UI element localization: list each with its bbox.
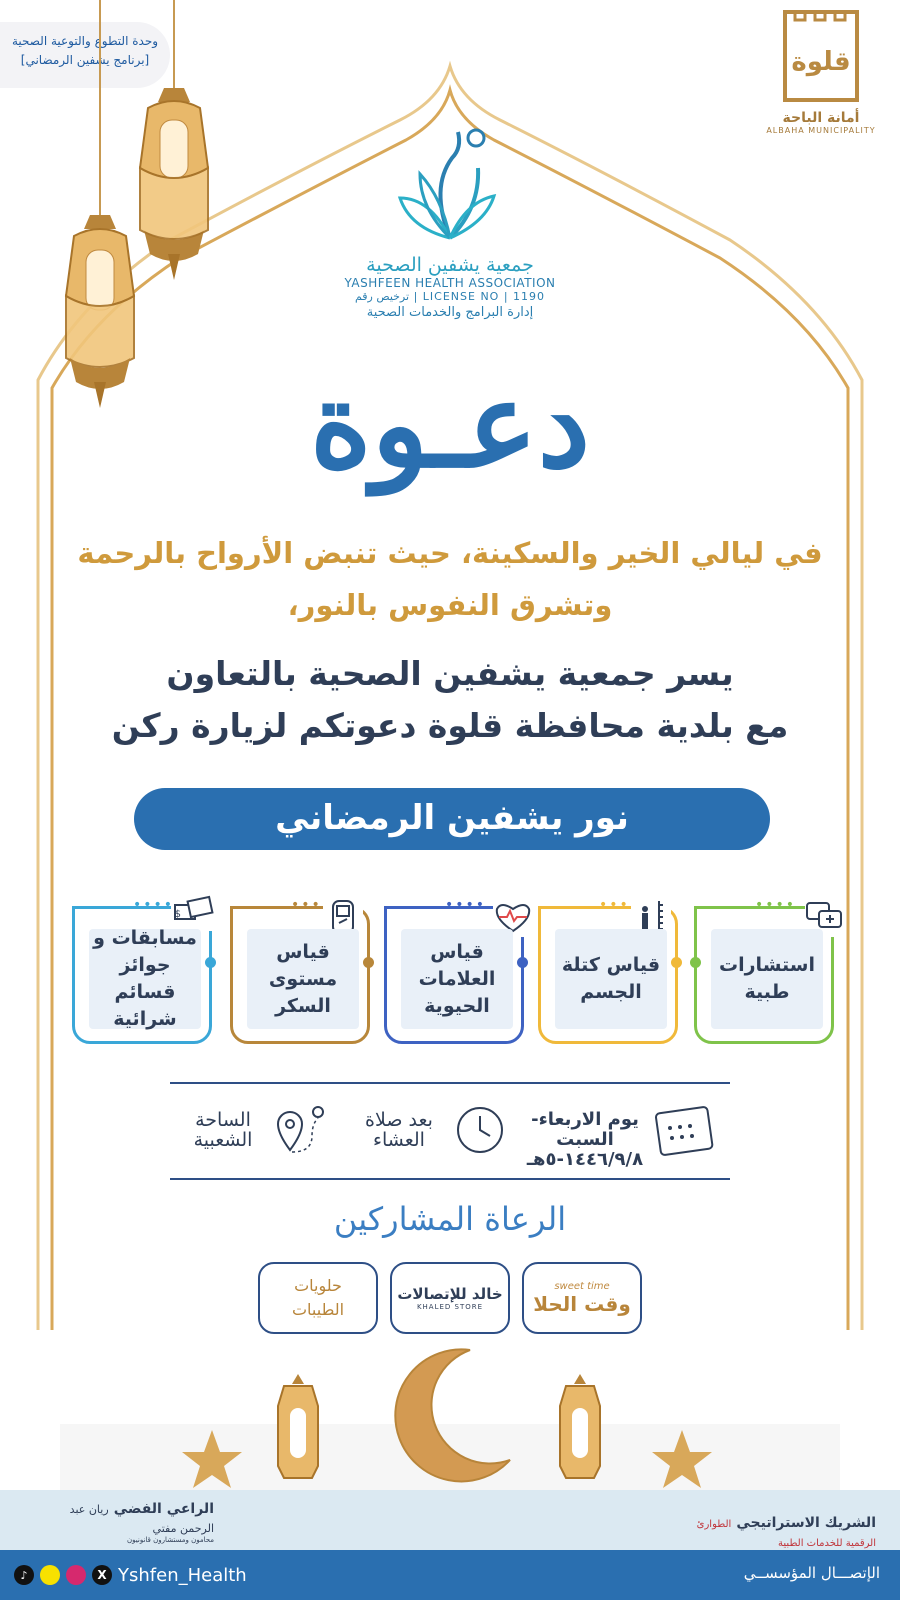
sponsor-name: وقت الحلا	[533, 1291, 631, 1316]
lotus-figure-icon	[390, 118, 510, 248]
lanterns-icon	[56, 0, 226, 420]
intro-line-2: وتشرق النفوس بالنور،	[287, 588, 613, 622]
corporate-communication: الإتصـــال المؤسســي	[743, 1564, 880, 1582]
silver-sponsor-sub: محامون ومستشارون قانونيون	[127, 1536, 214, 1544]
divider	[170, 1178, 730, 1180]
place-line2: الشعبية	[193, 1129, 253, 1151]
time-line1: بعد صلاة	[365, 1109, 433, 1131]
service-label: قياس مستوى السكر	[247, 929, 359, 1029]
tiktok-icon[interactable]: ♪	[14, 1565, 34, 1585]
booth-name-banner: نور يشفين الرمضاني	[134, 788, 770, 850]
service-card-vitals: •••• قياس العلامات الحيوية	[384, 906, 524, 1044]
sponsors-title: الرعاة المشاركين	[333, 1200, 567, 1238]
service-card-consultations: •••• استشارات طبية	[694, 906, 834, 1044]
divider	[170, 1082, 730, 1084]
social-links	[14, 1560, 247, 1590]
program-tag-line1: وحدة التطوع والتوعية الصحية	[11, 34, 159, 48]
body-line-1: يسر جمعية يشفين الصحية بالتعاون	[166, 654, 734, 693]
sponsor-sub: sweet time	[554, 1280, 610, 1292]
municipality-name-en: ALBAHA MUNICIPALITY	[766, 126, 876, 135]
municipality-name: أمانة الباحة	[782, 110, 860, 126]
service-label: استشارات طبية	[711, 929, 823, 1029]
place-line1: الساحة	[195, 1109, 251, 1131]
x-icon[interactable]: X	[92, 1565, 112, 1585]
date-days: يوم الاربعاء-السبت	[531, 1109, 639, 1150]
clock-icon	[452, 1102, 508, 1158]
castle-icon	[781, 8, 861, 104]
location-pin-icon	[272, 1100, 332, 1160]
department-name: إدارة البرامج والخدمات الصحية	[366, 305, 534, 320]
association-name: جمعية يشفين الصحية	[366, 254, 534, 276]
social-handle[interactable]: Yshfen_Health	[118, 1564, 247, 1586]
silver-sponsor-name: ريان عبد الرحمن مفتي	[69, 1503, 214, 1535]
strategic-partner-name: الطوارئ الرقمية للخدمات الطبية	[696, 1519, 876, 1549]
sponsor-name: خالد للإتصالات	[397, 1285, 503, 1303]
sponsor-altaibat-sweets	[258, 1262, 378, 1334]
municipality-logo	[762, 8, 880, 138]
program-tag-line2: [برنامج يشفين الرمضاني]	[20, 53, 150, 67]
strategic-partner-label: الشريك الاستراتيجي	[736, 1515, 876, 1531]
sponsor-name: حلويات الطيبات	[291, 1276, 345, 1319]
time-info	[352, 1110, 446, 1150]
license-number: LICENSE NO | 1190 | ترخيص رقم	[354, 290, 546, 303]
silver-sponsor	[34, 1498, 214, 1544]
time-line2: العشاء	[373, 1129, 425, 1151]
date-info	[520, 1110, 650, 1170]
svg-text:قلوة: قلوة	[791, 47, 851, 77]
service-card-sugar: •••• قياس مستوى السكر	[230, 906, 370, 1044]
silver-sponsor-label: الراعي الفضي	[113, 1501, 214, 1517]
instagram-icon[interactable]	[66, 1565, 86, 1585]
intro-line-1: في ليالي الخير والسكينة، حيث تنبض الأرواح بالرحمة	[77, 536, 823, 570]
place-info	[178, 1110, 268, 1150]
sponsor-khaled-store	[390, 1262, 510, 1334]
crescent-lanterns-icon	[0, 1344, 900, 1494]
sponsor-sweet-time	[522, 1262, 642, 1334]
association-name-en: YASHFEEN HEALTH ASSOCIATION	[344, 276, 556, 290]
association-logo	[330, 118, 570, 333]
snapchat-icon[interactable]	[40, 1565, 60, 1585]
svg-text:$: $	[174, 909, 181, 920]
invitation-title: دعـوة	[309, 355, 591, 494]
sponsor-sub: KHALED STORE	[416, 1303, 484, 1311]
strategic-partner	[676, 1512, 876, 1550]
service-card-bmi: •••• قياس كتلة الجسم	[538, 906, 678, 1044]
calendar-icon	[654, 1100, 720, 1158]
service-card-competitions: •••• $ مسابقات و جوائز قسائم شرائية	[72, 906, 212, 1044]
service-label: قياس العلامات الحيوية	[401, 929, 513, 1029]
date-hijri: ١٤٤٦/٩/٨-٥هـ	[526, 1149, 644, 1170]
body-line-2: مع بلدية محافظة قلوة دعوتكم لزيارة ركن	[111, 706, 789, 745]
service-label: قياس كتلة الجسم	[555, 929, 667, 1029]
service-label: مسابقات و جوائز قسائم شرائية	[89, 929, 201, 1029]
